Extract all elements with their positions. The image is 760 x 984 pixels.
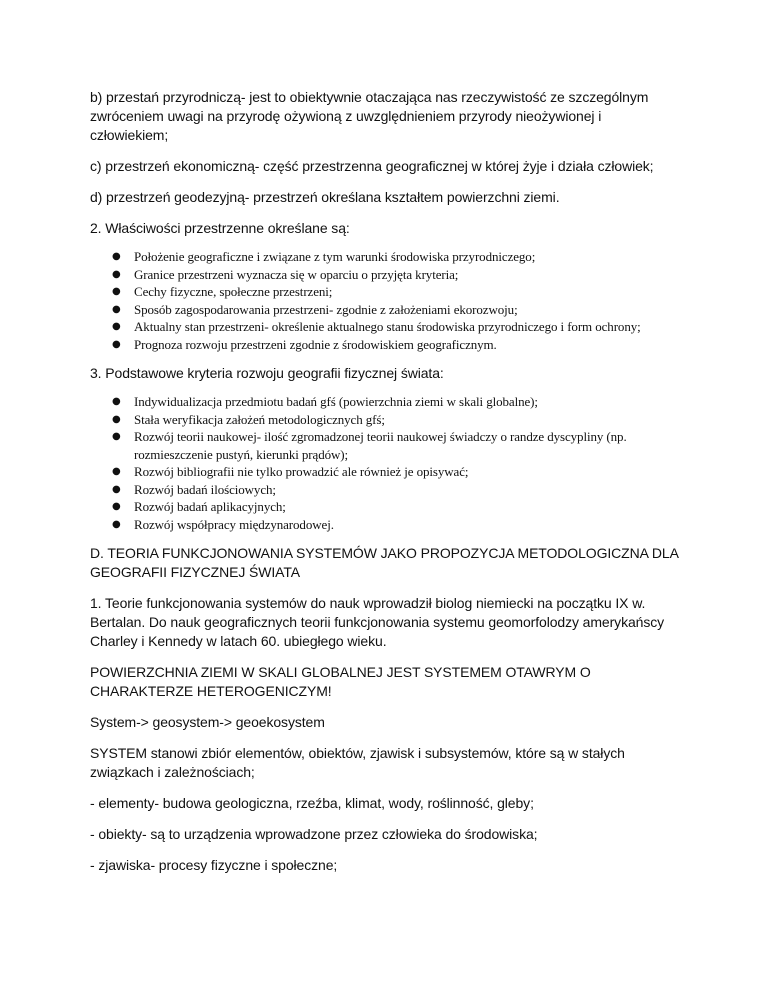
list-item: [90, 266, 680, 284]
list-item: [90, 481, 680, 499]
heading-2: 2. Właściwości przestrzenne określane są:: [90, 220, 350, 236]
list-item: [90, 283, 680, 301]
list-item-text: Indywidualizacja przedmiotu badań gfś (powierzchnia ziemi w skali globalne);: [134, 394, 538, 409]
list-item-text: Rozwój teorii naukowej- ilość zgromadzonej teorii naukowej świadczy o randze dyscypliny (np. rozmieszczenie pustyń, kierunki prądów);: [134, 429, 627, 462]
bullet-icon: ●: [112, 501, 121, 512]
list-item-text: Stała weryfikacja założeń metodologicznych gfś;: [134, 411, 385, 427]
bullet-icon: ●: [112, 251, 121, 262]
system-definition: SYSTEM stanowi zbiór elementów, obiektów, zjawisk i subsystemów, które są w stałych związkach i zależnościach;: [90, 745, 625, 780]
system-chain: System-> geosystem-> geoekosystem: [90, 714, 325, 730]
list-item-text: Rozwój badań ilościowych;: [134, 481, 276, 497]
list-item-text: Rozwój współpracy międzynarodowej.: [134, 516, 334, 532]
caps-statement: POWIERZCHNIA ZIEMI W SKALI GLOBALNEJ JEST SYSTEMEM OTAWRYM O CHARAKTERZE HETEROGENICZYM!: [90, 664, 591, 699]
list-criteria: [90, 393, 680, 533]
list-item: [90, 301, 680, 319]
list-item-text: Granice przestrzeni wyznacza się w oparciu o przyjęta kryteria;: [134, 266, 459, 282]
bullet-icon: ●: [112, 286, 121, 297]
bullet-icon: ●: [112, 338, 121, 350]
bullet-icon: ●: [112, 268, 121, 280]
bullet-icon: ●: [112, 303, 121, 315]
list-properties: [90, 248, 680, 353]
list-item-text: Aktualny stan przestrzeni- określenie aktualnego stanu środowiska przyrodniczego i form ochrony;: [134, 319, 641, 334]
bullet-icon: ●: [112, 396, 121, 407]
list-item: [90, 318, 680, 336]
list-item-text: Cechy fizyczne, społeczne przestrzeni;: [134, 284, 333, 299]
list-item-text: Rozwój bibliografii nie tylko prowadzić ale również je opisywać;: [134, 464, 469, 479]
list-item: [90, 516, 680, 534]
list-item: [90, 498, 680, 516]
bullet-icon: ●: [112, 466, 121, 477]
document-body: [90, 88, 680, 887]
list-item-text: Położenie geograficzne i związane z tym warunki środowiska przyrodniczego;: [134, 249, 536, 264]
list-item: [90, 411, 680, 429]
list-item-text: Prognoza rozwoju przestrzeni zgodnie z środowiskiem geograficznym.: [134, 336, 497, 352]
paragraph-c: c) przestrzeń ekonomiczną- część przestrzenna geograficznej w której żyje i działa człowiek;: [90, 158, 654, 174]
item-zjawiska: - zjawiska- procesy fizyczne i społeczne;: [90, 857, 338, 873]
list-item: [90, 393, 680, 411]
item-elementy: - elementy- budowa geologiczna, rzeźba, klimat, wody, roślinność, gleby;: [90, 795, 534, 811]
bullet-icon: ●: [112, 431, 121, 442]
bullet-icon: ●: [112, 321, 121, 332]
list-item: [90, 336, 680, 354]
bullet-icon: ●: [112, 413, 121, 425]
paragraph-d: d) przestrzeń geodezyjną- przestrzeń określana kształtem powierzchni ziemi.: [90, 189, 560, 205]
paragraph-b: b) przestań przyrodniczą- jest to obiektywnie otaczająca nas rzeczywistość ze szczególnym zwróceniem uwagi na przyrodę ożywioną z uwzględnieniem przyrody nieożywionej i człowiekiem;: [90, 89, 649, 143]
list-item-text: Sposób zagospodarowania przestrzeni- zgodnie z założeniami ekorozwoju;: [134, 301, 518, 317]
list-item: [90, 463, 680, 481]
list-item-text: Rozwój badań aplikacyjnych;: [134, 499, 286, 514]
bullet-icon: ●: [112, 518, 121, 530]
section-d-title: D. TEORIA FUNKCJONOWANIA SYSTEMÓW JAKO PROPOZYCJA METODOLOGICZNA DLA GEOGRAFII FIZYCZNEJ ŚWIATA: [90, 545, 679, 580]
bullet-icon: ●: [112, 483, 121, 495]
paragraph-1: 1. Teorie funkcjonowania systemów do nauk wprowadził biolog niemiecki na początku IX w. Bertalan. Do nauk geograficznych teorii funkcjonowania systemu geomorfolodzy amerykańscy Charley i Kennedy w latach 60. ubiegłego wieku.: [90, 595, 665, 649]
list-item: [90, 248, 680, 266]
item-obiekty: - obiekty- są to urządzenia wprowadzone przez człowieka do środowiska;: [90, 826, 538, 842]
list-item: [90, 428, 680, 463]
heading-3: 3. Podstawowe kryteria rozwoju geografii fizycznej świata:: [90, 365, 444, 381]
